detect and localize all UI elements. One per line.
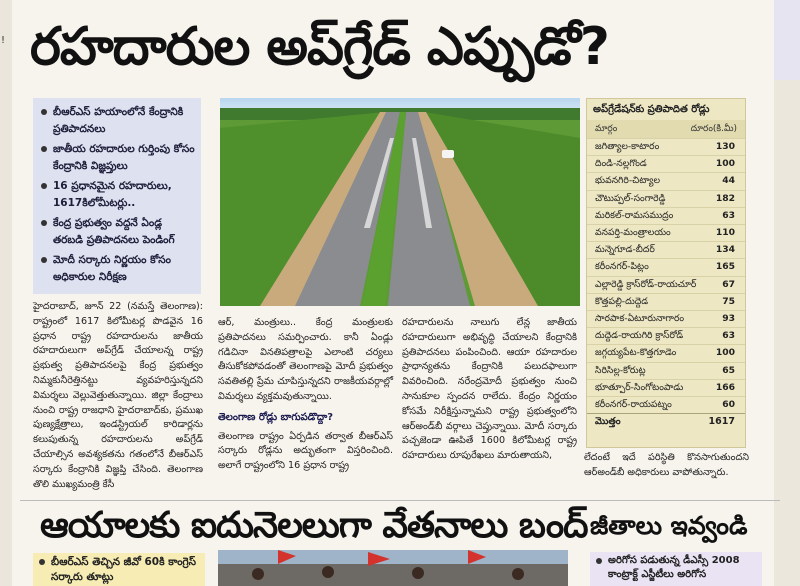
highlight-item: బీఆర్ఎస్ తెచ్చిన జీవో 60కి కాంగ్రెస్ సర్కారు తూట్లు [39,555,199,585]
route-name: దిండి-నల్లగొండ [595,158,647,170]
route-name: సిరిసిల్ల-కోరుట్ల [595,364,646,376]
protest-photo [218,550,568,586]
total-label: మొత్తం [595,416,621,428]
route-distance: 67 [722,278,735,290]
total-value: 1617 [708,416,735,428]
third-story-highlight [590,552,762,586]
highlight-item: అరిగోస పడుతున్న డీఎస్సీ 2008 కాంట్రాక్ట్ ఎస్జీటీలు అరిగోస [596,554,756,582]
route-name: జగిత్యాల-కాటారం [595,141,660,152]
route-distance: 63 [722,330,735,342]
table-total-row [587,413,745,430]
route-name: భువనగిరి-చిట్యాల [595,175,660,187]
table-row [587,396,745,413]
route-name: కొత్తపల్లి-దుద్దెడ [595,295,649,307]
route-distance: 100 [715,158,735,170]
proposed-roads-table [586,98,746,448]
table-row [587,190,745,207]
left-adjacent-column: ! [0,0,12,586]
table-row [587,224,745,241]
main-headline: రహదారుల అప్‌గ్రేడ్ ఎప్పుడో? [30,17,609,77]
route-name: దుద్దెడ-రాయగిరి క్రాస్‌రోడ్ [595,330,684,342]
route-name: ఎల్లారెడ్డి క్రాస్‌రోడ్-రాయచూర్ [595,278,697,290]
column-2-top-text: ఆర్, మంత్రులు.. కేంద్ర మంత్రులకు ప్రతిపాదనలు సమర్పించారు. కానీ ఏండ్లు గడిచినా వినతిపత్రాలపై ఎలాంటి చర్యలు తీసుకోకపోవడంతో తెలంగాణపై మోదీ ప్రభుత్వం సవతితల్లి ప్రేమ చూపిస్తున్నదని రాజకీయవర్గాల్లో విమర్శలు వ్యక్తమవుతున్నాయి. [218,317,393,402]
article-column-2 [218,316,393,492]
table-row [587,172,745,189]
table-row [587,138,745,155]
highlight-item: 16 ప్రధానమైన రహదారులు, 1617కిలోమీటర్లు.. [41,178,195,212]
route-distance: 100 [715,347,735,359]
route-distance: 165 [715,261,735,273]
article-column-1: హైదరాబాద్, జూన్ 22 (నమస్తే తెలంగాణ): రాష్ట్రంలో 1617 కిలోమీటర్ల పొడవైన 16 ప్రధాన రాష్ట్ర రహదారులను జాతీయ రహదారులుగా అప్‌గ్రేడ్ చేయాలన్న రాష్ట్ర ప్రభుత్వ ప్రతిపాదనలపై కేంద్ర ప్రభుత్వం నిమ్మకునీరెత్తినట్టు వ్యవహరిస్తున్నదని విమర్శలు వెల్లువెత్తుతున్నాయి. జిల్లా కేంద్రాలు నుంచి రాష్ట్ర రాజధాని హైదరాబాద్‌కు, ప్రముఖ పుణ్యక్షేత్రాలు, ఇండస్ట్రియల్ కారిడార్లను కలుపుతున్న రహదారులను అప్‌గ్రేడ్ చేయాల్సిన అవశ్యకతను గతంలోనే బీఆర్ఎస్ సర్కారు కేంద్రానికి విజ్ఞప్తి చేసింది. తెలంగాణ తొలి ముఖ్యమంత్రి కేసీ [33,301,203,490]
route-name: చౌటుప్పల్-సంగారెడ్డి [595,192,666,204]
route-distance: 93 [722,313,735,325]
route-distance: 134 [715,244,735,256]
route-distance: 130 [715,141,735,152]
route-name: కరీంనగర్-రాయపట్నం [595,399,672,411]
article-continuation: లేదంటే ఇదే పరిస్థితి కొనసాగుతుందని ఆర్అండ్‌బీ అధికారులు వాపోతున్నారు. [584,452,749,478]
route-name: కరీంనగర్-పిట్లం [595,261,649,273]
protest-illustration [218,550,568,586]
route-name: భూత్పూర్-సింగోటంపాడు [595,381,684,393]
table-title: అప్‌గ్రేడేషన్‌కు ప్రతిపాదిత రోడ్లు [593,104,710,115]
second-story-headline: ఆయాలకు ఐదునెలలుగా వేతనాలు బంద్ [40,505,588,546]
highlight-item: కేంద్ర ప్రభుత్వం వద్దనే ఏండ్ల తరబడి ప్రతిపాదనలు పెండింగ్ [41,215,195,249]
highlight-item: బీఆర్ఎస్ హయాంలోనే కేంద్రానికి ప్రతిపాదనలు [41,104,195,138]
route-name: మరికల్-రామసముద్రం [595,209,674,221]
table-rows [587,138,745,413]
route-name: వనపర్తి-మంత్రాలయం [595,227,671,239]
second-story-highlight [33,553,205,586]
route-name: సారపాక-ఏటూరునాగారం [595,313,685,325]
right-adjacent-column [774,0,800,586]
table-row [587,155,745,172]
highway-photo [220,98,580,306]
table-row [587,258,745,275]
table-row [587,327,745,344]
table-row [587,207,745,224]
table-row [587,276,745,293]
table-row [587,344,745,361]
highlights-box [33,98,201,294]
route-distance: 60 [722,399,735,411]
header-route: మార్గం [595,124,618,134]
highlight-item: మోదీ సర్కారు నిర్ణయం కోసం అధికారుల నిరీక్షణ [41,252,195,286]
third-story-headline: జీతాలు ఇవ్వండి [590,511,748,540]
highway-illustration [220,98,580,306]
header-distance: దూరం(కి.మీ) [690,124,737,134]
route-distance: 182 [715,192,735,204]
table-row [587,362,745,379]
column-2-bottom-text: తెలంగాణ రాష్ట్రం ఏర్పడిన తర్వాత బీఆర్ఎస్ సర్కారు రోడ్లను అద్భుతంగా విస్తరించింది. అలాగే రాష్ట్రంలోని 16 ప్రధాన రాష్ట్ర [218,430,393,472]
route-distance: 75 [722,295,735,307]
route-name: మన్నెగూడ-బీదర్ [595,244,655,256]
route-distance: 110 [715,227,735,239]
article-column-3: రహదారులను నాలుగు లేన్ల జాతీయ రహదారులుగా అభివృద్ధి చేయాలని కేంద్రానికి ప్రతిపాదనలు పంపించింది. ఆయా రహదారుల ప్రాధాన్యతను కేంద్రానికి పలుదఫాలుగా వివరించింది. నరేంద్రమోదీ ప్రభుత్వం నుంచి సానుకూల స్పందన రాలేదు. కేంద్రం నిర్ణయం కోసమే నిరీక్షిస్తున్నామని రాష్ట్ర ప్రభుత్వంలోని ఆర్అండ్‌బీ వర్గాలు చెప్తున్నాయి. మోదీ సర్కారు పచ్చజెండా ఊపితే 1600 కిలోమీటర్ల రాష్ట్ర రహదారులు రూపురేఖలు మారుతాయని, [402,317,577,462]
table-row [587,379,745,396]
route-distance: 63 [722,209,735,221]
section-divider [20,500,780,501]
route-name: జగ్గయ్యపేట-కొత్తగూడెం [595,347,677,359]
highlight-item: జాతీయ రహదారుల గుర్తింపు కోసం కేంద్రానికి విజ్ఞప్తులు [41,141,195,175]
table-header [587,120,745,138]
table-row [587,310,745,327]
route-distance: 44 [722,175,735,187]
route-distance: 166 [715,381,735,393]
subheading: తెలంగాణ రోడ్లు బాగుపడొద్దా? [218,411,334,423]
table-row [587,293,745,310]
route-distance: 65 [722,364,735,376]
table-row [587,241,745,258]
